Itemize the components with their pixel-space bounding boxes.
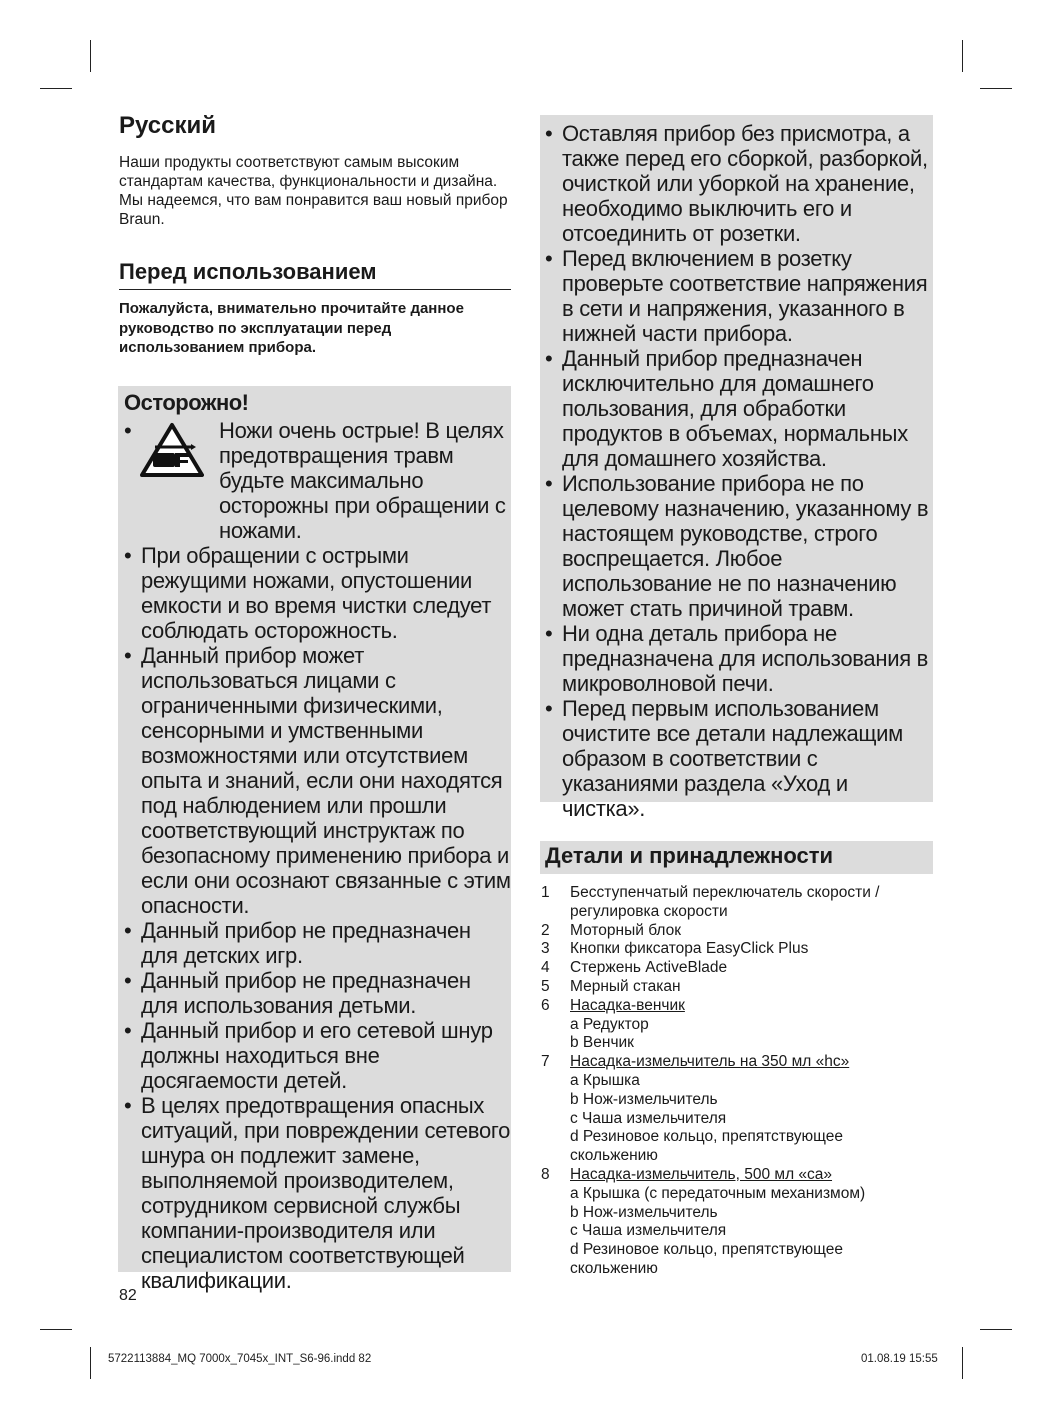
crop-mark bbox=[980, 88, 1012, 89]
crop-mark bbox=[40, 1329, 72, 1330]
bullet: • bbox=[124, 418, 132, 443]
page-number: 82 bbox=[119, 1287, 137, 1304]
list-item: • Данный прибор и его сетевой шнур должны находиться вне досягаемости детей. bbox=[124, 1018, 512, 1093]
before-use-heading: Перед использованием bbox=[119, 259, 511, 290]
knife-warning-text: Ножи очень острые! В целях предотвращения травм будьте максимально осторожны при обращении с ножами. bbox=[219, 418, 506, 543]
parts-item bbox=[541, 940, 931, 959]
parts-item bbox=[541, 884, 931, 922]
parts-item bbox=[541, 997, 931, 1053]
parts-item-number: 4 bbox=[541, 959, 550, 977]
parts-subitem: a Крышка (с передаточным механизмом) bbox=[570, 1184, 866, 1202]
parts-item bbox=[541, 922, 931, 941]
parts-subitem: b Нож-измельчитель bbox=[570, 1203, 718, 1221]
list-item: • Перед первым использованием очистите все детали надлежащим образом в соответствии с указаниями раздела «Уход и чистка». bbox=[545, 696, 930, 821]
parts-item-label: Насадка-измельчитель на 350 мл «hc» bbox=[570, 1053, 850, 1071]
parts-subitem: d Резиновое кольцо, препятствующее скольжению bbox=[570, 1128, 843, 1165]
read-manual-note: Пожалуйста, внимательно прочитайте данное руководство по эксплуатации перед использованием прибора. bbox=[119, 300, 464, 356]
language-heading: Русский bbox=[119, 112, 216, 139]
parts-item-label: Моторный блок bbox=[570, 921, 681, 939]
list-item: • В целях предотвращения опасных ситуаций, при повреждении сетевого шнура он подлежит замене, выполняемой производителем, сотрудником сервисной службы компании-производителя или специалистом соответствующей квалификации. bbox=[124, 1093, 512, 1293]
crop-mark bbox=[40, 88, 72, 89]
parts-item bbox=[541, 1053, 931, 1166]
list-item: • При обращении с острыми режущими ножами, опустошении емкости и во время чистки следует соблюдать осторожность. bbox=[124, 543, 512, 643]
crop-mark bbox=[90, 40, 91, 72]
list-item: • Данный прибор не предназначен для детских игр. bbox=[124, 918, 512, 968]
warning-title: Осторожно! bbox=[124, 390, 249, 415]
parts-item-number: 7 bbox=[541, 1053, 550, 1071]
parts-subitem: c Чаша измельчителя bbox=[570, 1109, 727, 1127]
parts-item-number: 8 bbox=[541, 1165, 550, 1183]
knife-warning bbox=[124, 418, 510, 543]
parts-item-number: 2 bbox=[541, 921, 550, 939]
parts-subitem: a Крышка bbox=[570, 1071, 640, 1089]
intro-paragraph: Наши продукты соответствуют самым высоким стандартам качества, функциональности и дизайна. Мы надеемся, что вам понравится ваш новый прибор Braun. bbox=[119, 154, 508, 228]
parts-item-label: Бесступенчатый переключатель скорости / регулировка скорости bbox=[570, 884, 880, 920]
parts-heading: Детали и принадлежности bbox=[545, 843, 834, 868]
parts-item-number: 1 bbox=[541, 884, 550, 901]
parts-item-label: Стержень ActiveBlade bbox=[570, 959, 728, 977]
parts-item bbox=[541, 1166, 931, 1279]
parts-item-number: 5 bbox=[541, 977, 550, 995]
parts-item bbox=[541, 978, 931, 997]
parts-item-number: 3 bbox=[541, 940, 550, 958]
crop-mark bbox=[962, 40, 963, 72]
list-item: • Данный прибор предназначен исключительно для домашнего пользования, для обработки продуктов в объемах, нормальных для домашнего хозяйства. bbox=[545, 346, 930, 471]
crop-mark bbox=[980, 1329, 1012, 1330]
parts-list bbox=[541, 884, 931, 1279]
parts-subitem: b Венчик bbox=[570, 1034, 634, 1052]
crop-mark bbox=[90, 1347, 91, 1379]
parts-item-label: Кнопки фиксатора EasyClick Plus bbox=[570, 940, 809, 958]
parts-subitem: b Нож-измельчитель bbox=[570, 1090, 718, 1108]
sharp-blade-warning-icon bbox=[140, 422, 204, 478]
list-item: • Данный прибор может использоваться лицами с ограниченными физическими, сенсорными и умственными возможностями или отсутствием опыта и знаний, если они находятся под наблюдением или прошли соответствующий инструктаж по безопасному применению прибора и если они осознают связанные с этим опасности. bbox=[124, 643, 512, 918]
parts-subitem: c Чаша измельчителя bbox=[570, 1222, 727, 1240]
list-item: • Ни одна деталь прибора не предназначена для использования в микроволновой печи. bbox=[545, 621, 930, 696]
footer-date: 01.08.19 15:55 bbox=[861, 1353, 938, 1365]
footer-file-info: 5722113884_MQ 7000x_7045x_INT_S6-96.indd 82 bbox=[108, 1353, 372, 1365]
warning-list bbox=[124, 543, 512, 1293]
crop-mark bbox=[962, 1347, 963, 1379]
parts-item-label: Мерный стакан bbox=[570, 977, 681, 995]
parts-item bbox=[541, 959, 931, 978]
list-item: • Оставляя прибор без присмотра, а также перед его сборкой, разборкой, очисткой или уборкой на хранение, необходимо выключить его и отсоединить от розетки. bbox=[545, 121, 930, 246]
list-item: • Данный прибор не предназначен для использования детьми. bbox=[124, 968, 512, 1018]
list-item: • Перед включением в розетку проверьте соответствие напряжения в сети и напряжения, указанного в нижней части прибора. bbox=[545, 246, 930, 346]
parts-item-label: Насадка-измельчитель, 500 мл «ca» bbox=[570, 1165, 833, 1183]
list-item: • Использование прибора не по целевому назначению, указанному в настоящем руководстве, строго воспрещается. Любое использование не по назначению может стать причиной травм. bbox=[545, 471, 930, 621]
warning-list-continued bbox=[545, 121, 930, 821]
parts-item-number: 6 bbox=[541, 996, 550, 1014]
parts-item-label: Насадка-венчик bbox=[570, 996, 685, 1014]
parts-subitem: d Резиновое кольцо, препятствующее скольжению bbox=[570, 1241, 843, 1277]
parts-subitem: a Редуктор bbox=[570, 1015, 649, 1033]
